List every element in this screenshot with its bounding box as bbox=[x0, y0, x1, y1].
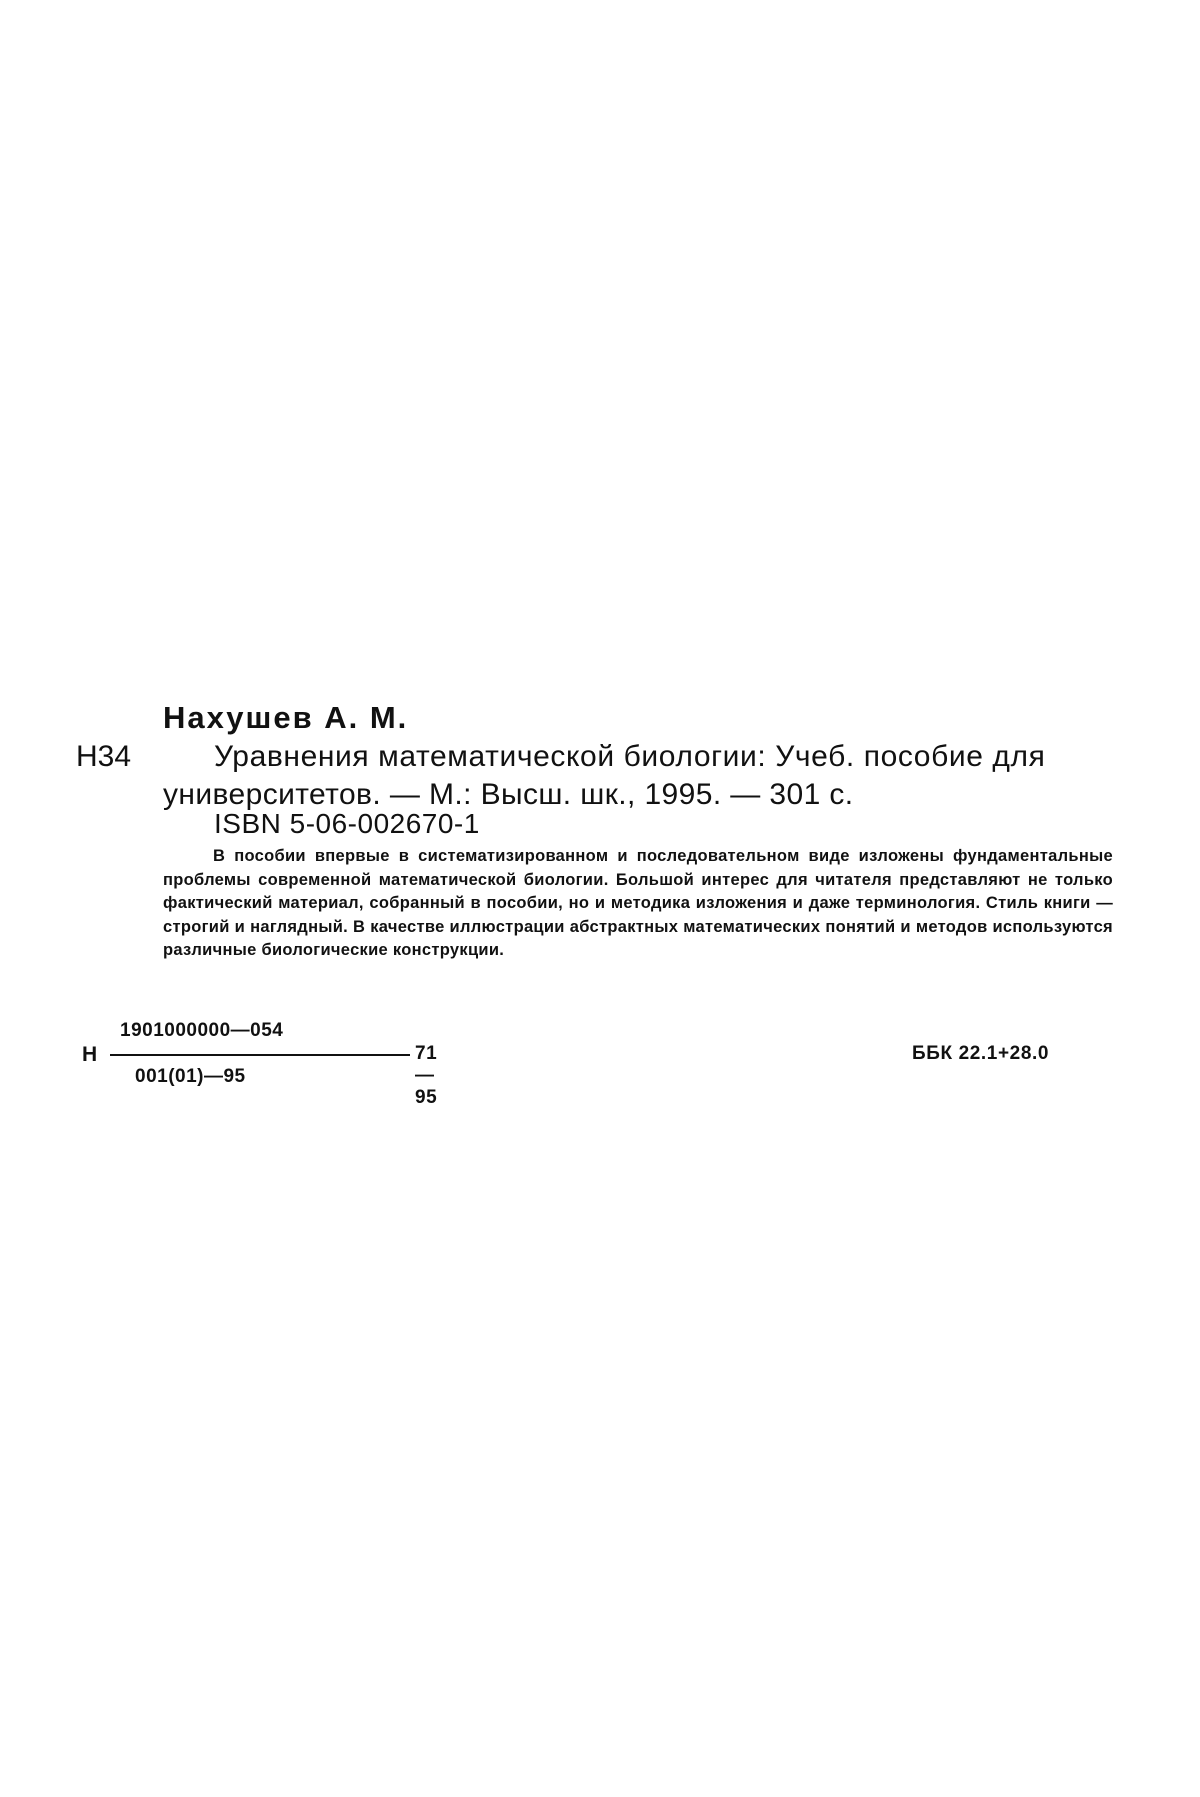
fraction-line bbox=[110, 1054, 410, 1056]
isbn: ISBN 5-06-002670-1 bbox=[214, 808, 480, 839]
publisher-code-letter: Н bbox=[82, 1043, 98, 1066]
annotation-text: В пособии впервые в систематизированном и последовательном виде изложены фундаментальные проблемы современной математической биологии. Большой интерес для читателя представляют не только фактический материал, собранный в пособии, но и методика изложения и даже терминология. Стиль книги — строгий и наглядный. В качестве иллюстрации абстрактных математических понятий и методов используются различные биологические конструкции. bbox=[163, 847, 1113, 959]
bbk-index: ББК 22.1+28.0 bbox=[912, 1043, 1050, 1064]
book-title-line-2: университетов. — М.: Высш. шк., 1995. — 301 с. bbox=[163, 778, 854, 811]
author-name: Нахушев А. М. bbox=[163, 700, 409, 735]
publisher-code-suffix: 71—95 bbox=[415, 1043, 438, 1108]
publisher-code-denominator: 001(01)—95 bbox=[135, 1066, 246, 1087]
book-title-line-1: Уравнения математической биологии: Учеб. пособие для bbox=[214, 740, 1046, 773]
publisher-code bbox=[80, 1010, 440, 1108]
publisher-code-numerator: 1901000000—054 bbox=[120, 1020, 284, 1041]
author-cipher: Н34 bbox=[76, 740, 132, 773]
